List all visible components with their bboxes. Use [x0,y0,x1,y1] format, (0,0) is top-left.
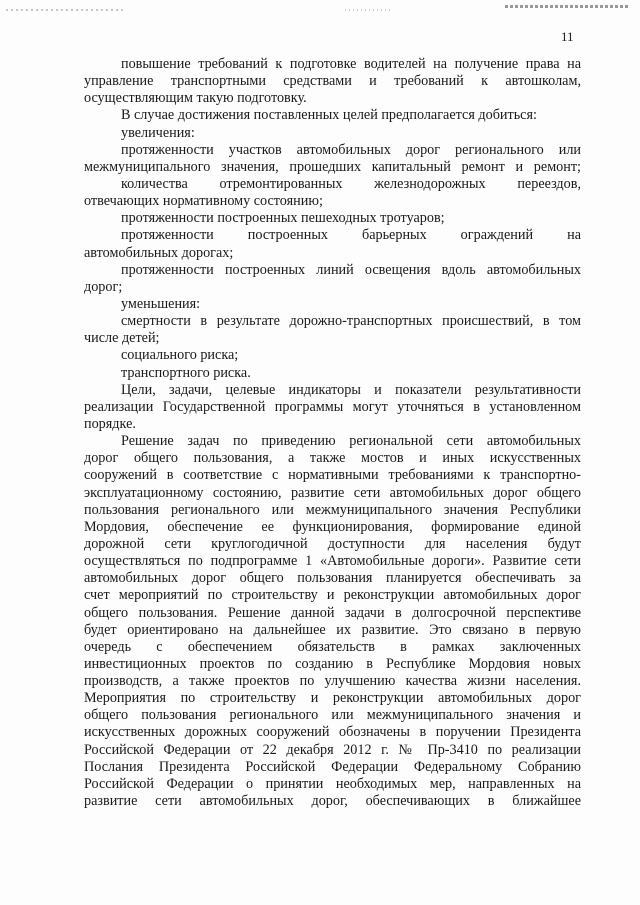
page-number: 11 [561,29,574,44]
text-line: транспортного риска. [121,364,251,381]
text-line: пользования регионального или межмуниципального значения Республики [84,501,581,518]
text-line: реализации Государственной программы могут уточняться в установленном [84,398,581,415]
text-line: общего пользования регионального или межмуниципального значения и [84,707,581,724]
text-line: протяженности построенных линий освещения вдоль автомобильных [121,261,581,278]
text-line: Цели, задачи, целевые индикаторы и показатели результативности [121,381,581,398]
text-line: будет ориентировано на дальнейшее их развитие. Это связано в первую [84,621,581,638]
text-line: порядке. [84,415,136,432]
text-line: сооружений в соответствие с нормативными требованиями к транспортно- [84,467,581,484]
text-line: искусственных дорожных сооружений обозначены в поручении Президента [84,724,581,741]
text-line: автомобильных дорог общего пользования планируется обеспечивать за [84,570,581,587]
text-line: автомобильных дорогах; [84,244,234,261]
text-line: Мордовия, обеспечение ее функционирования, формирование единой [84,518,581,535]
body-text [84,56,581,810]
text-line: межмуниципального значения, прошедших капитальный ремонт и ремонт; [84,158,581,175]
text-line: В случае достижения поставленных целей предполагается добиться: [121,107,537,124]
text-line: дорог; [84,278,123,295]
text-line: инвестиционных проектов по созданию в Республике Мордовия новых [84,655,581,672]
text-line: Решение задач по приведению региональной сети автомобильных [121,433,581,450]
text-line: Послания Президента Российской Федерации Федеральному Собранию [84,758,581,775]
text-line: Российской Федерации о принятии необходимых мер, направленных на [84,775,581,792]
text-line: осуществляться по подпрограмме 1 «Автомобильные дороги». Развитие сети [84,553,581,570]
text-line: увеличения: [121,124,195,141]
text-line: Российской Федерации от 22 декабря 2012 г. № Пр-3410 по реализации [84,741,581,758]
text-line: смертности в результате дорожно-транспортных происшествий, в том [121,313,581,330]
text-line: осуществляющим такую подготовку. [84,90,307,107]
text-line: повышение требований к подготовке водителей на получение права на [121,56,581,72]
text-line: числе детей; [84,330,160,347]
text-line: дорожной сети круглогодичной доступности для населения будут [84,535,581,552]
text-line: очередь с обеспечением обязательств в рамках заключенных [84,638,581,655]
scan-noise-top-left [6,9,126,11]
text-line: счет мероприятий по строительству и реконструкции автомобильных дорог [84,587,581,604]
text-line: отвечающих нормативному состоянию; [84,193,323,210]
text-line: дорог общего пользования, а также мостов и иных искусственных [84,450,581,467]
scan-noise-top-middle [345,9,390,11]
text-line: производств, а также проектов по улучшению качества жизни населения. [84,673,581,690]
scan-noise-top-right [505,5,630,8]
text-line: социального риска; [121,347,239,364]
text-line: управление транспортными средствами и требований к автошколам, [84,73,581,90]
text-line: Мероприятия по строительству и реконструкции автомобильных дорог [84,690,581,707]
text-line: эксплуатационному состоянию, развитие сети автомобильных дорог общего [84,484,581,501]
text-line: количества отремонтированных железнодорожных переездов, [121,175,581,192]
text-line: протяженности участков автомобильных дорог регионального или [121,141,581,158]
text-line: развитие сети автомобильных дорог, обеспечивающих в ближайшее [84,793,581,810]
text-line: протяженности построенных барьерных ограждений на [121,227,581,244]
text-line: общего пользования. Решение данной задачи в долгосрочной перспективе [84,604,581,621]
text-line: протяженности построенных пешеходных тротуаров; [121,210,445,227]
text-line: уменьшения: [121,295,201,312]
